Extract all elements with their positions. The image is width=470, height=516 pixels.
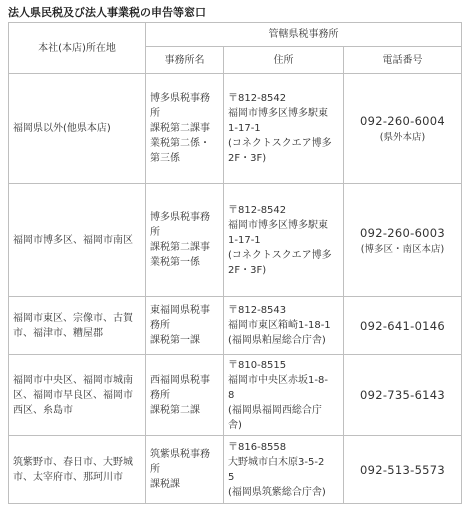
table-row (9, 297, 462, 355)
phone-cell (344, 74, 462, 184)
header-location: 本社(本店)所在地 (9, 23, 146, 74)
page-title: 法人県民税及び法人事業税の申告等窓口 (8, 6, 206, 19)
address-cell: 〒812-8542 福岡市博多区博多駅東 1-17-1 (コネクトスクエア博多 2F・3F) (224, 74, 344, 184)
phone-cell (344, 297, 462, 355)
office-cell: 西福岡県税事 務所 課税第二課 (146, 355, 224, 436)
header-address: 住所 (224, 47, 344, 74)
address-cell: 〒812-8543 福岡市東区箱崎1-18-1 (福岡県粕屋総合庁舎) (224, 297, 344, 355)
phone-number: 092-641-0146 (359, 318, 446, 333)
office-cell: 東福岡県税事 務所 課税第一課 (146, 297, 224, 355)
address-cell: 〒816-8558 大野城市白木原3-5-2 5 (福岡県筑紫総合庁舎) (224, 436, 344, 504)
phone-cell (344, 436, 462, 504)
table-row (9, 184, 462, 297)
office-cell: 筑紫県税事務 所 課税課 (146, 436, 224, 504)
table-row (9, 436, 462, 504)
table-row (9, 355, 462, 436)
office-cell: 博多県税事務 所 課税第二課事 業税第一係 (146, 184, 224, 297)
location-cell: 福岡市博多区、福岡市南区 (9, 184, 146, 297)
header-jurisdiction: 管轄県税事務所 (146, 23, 462, 47)
phone-number: 092-260-6003 (359, 225, 446, 240)
address-cell: 〒812-8542 福岡市博多区博多駅東 1-17-1 (コネクトスクエア博多 2F・3F) (224, 184, 344, 297)
location-cell: 福岡市中央区、福岡市城南 区、福岡市早良区、福岡市 西区、糸島市 (9, 355, 146, 436)
phone-cell (344, 355, 462, 436)
tax-office-table (8, 22, 462, 504)
location-cell: 筑紫野市、春日市、大野城 市、太宰府市、那珂川市 (9, 436, 146, 504)
office-cell: 博多県税事務 所 課税第二課事 業税第二係・ 第三係 (146, 74, 224, 184)
location-cell: 福岡県以外(他県本店) (9, 74, 146, 184)
phone-number: 092-513-5573 (359, 462, 446, 477)
phone-number: 092-260-6004 (359, 114, 446, 128)
phone-note: (県外本店) (379, 132, 426, 143)
header-phone: 電話番号 (344, 47, 462, 74)
phone-number: 092-735-6143 (359, 388, 446, 402)
address-cell: 〒810-8515 福岡市中央区赤坂1-8- 8 (福岡県福岡西総合庁 舎) (224, 355, 344, 436)
table-row (9, 74, 462, 184)
header-office: 事務所名 (146, 47, 224, 74)
location-cell: 福岡市東区、宗像市、古賀 市、福津市、糟屋郡 (9, 297, 146, 355)
phone-cell (344, 184, 462, 297)
phone-note: (博多区・南区本店) (360, 243, 445, 255)
